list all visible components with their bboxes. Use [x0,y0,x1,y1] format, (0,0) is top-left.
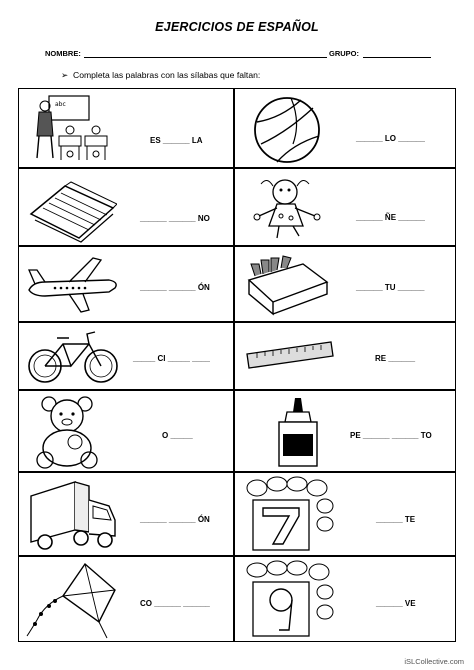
notebook-icon [25,172,117,244]
airplane-icon [25,250,121,320]
instruction [61,70,260,81]
ball-icon [241,92,333,166]
exercise-cell-regla [234,322,456,390]
teddy-bear-icon [25,394,117,470]
exercise-cell-siete [234,472,456,556]
word-blank: ______ TU ______ [356,283,425,292]
exercise-cell-crayones [234,246,456,322]
grupo-field[interactable] [363,57,431,58]
exercise-cell-camion [18,472,234,556]
word-blank: ______ ______ ÓN [140,283,210,292]
arrow-bullet-icon: ➢ [61,70,69,80]
crayons-box-icon [241,250,333,320]
number-nine-icon [241,560,337,640]
number-seven-icon [241,476,337,554]
exercise-cell-cuaderno [18,168,234,246]
word-blank: ______ ______ NO [140,214,210,223]
kite-icon [25,560,121,640]
exercise-cell-oso [18,390,234,472]
ruler-icon [241,326,337,388]
word-blank: ______ VE [376,599,416,608]
exercise-cell-pelota [234,88,456,168]
exercise-cell-cometa [18,556,234,642]
exercise-cell-escuela [18,88,234,168]
svg-text:abc: abc [55,101,66,108]
worksheet-title: EJERCICIOS DE ESPAÑOL [155,20,319,34]
word-blank: ______ ÑE ______ [356,213,425,222]
exercise-cell-pegamento [234,390,456,472]
doll-icon [241,172,333,244]
instruction-text: Completa las palabras con las sílabas que faltan: [73,70,261,80]
exercise-cell-nueve [234,556,456,642]
nombre-label: NOMBRE: [45,49,81,58]
word-blank: _____ CI _____ ____ [133,354,210,363]
word-blank: RE ______ [375,354,416,363]
word-blank: CO ______ ______ [140,599,210,608]
exercise-cell-avion [18,246,234,322]
word-blank: ES ______ LA [150,136,203,145]
student-info-header [45,49,440,63]
glue-bottle-icon [241,394,333,470]
word-blank: ______ LO ______ [356,134,425,143]
exercise-cell-bicicleta [18,322,234,390]
teacher-classroom-icon [25,92,117,166]
grupo-label: GRUPO: [329,49,359,58]
exercise-cell-muneca [234,168,456,246]
nombre-field[interactable] [84,57,327,58]
word-blank: ______ ______ ÓN [140,515,210,524]
truck-icon [25,476,121,554]
footer-watermark: iSLCollective.com [404,657,464,666]
word-blank: ______ TE [376,515,416,524]
bicycle-icon [25,326,121,388]
word-blank: O _____ [162,431,193,440]
word-blank: PE ______ ______ TO [350,431,432,440]
